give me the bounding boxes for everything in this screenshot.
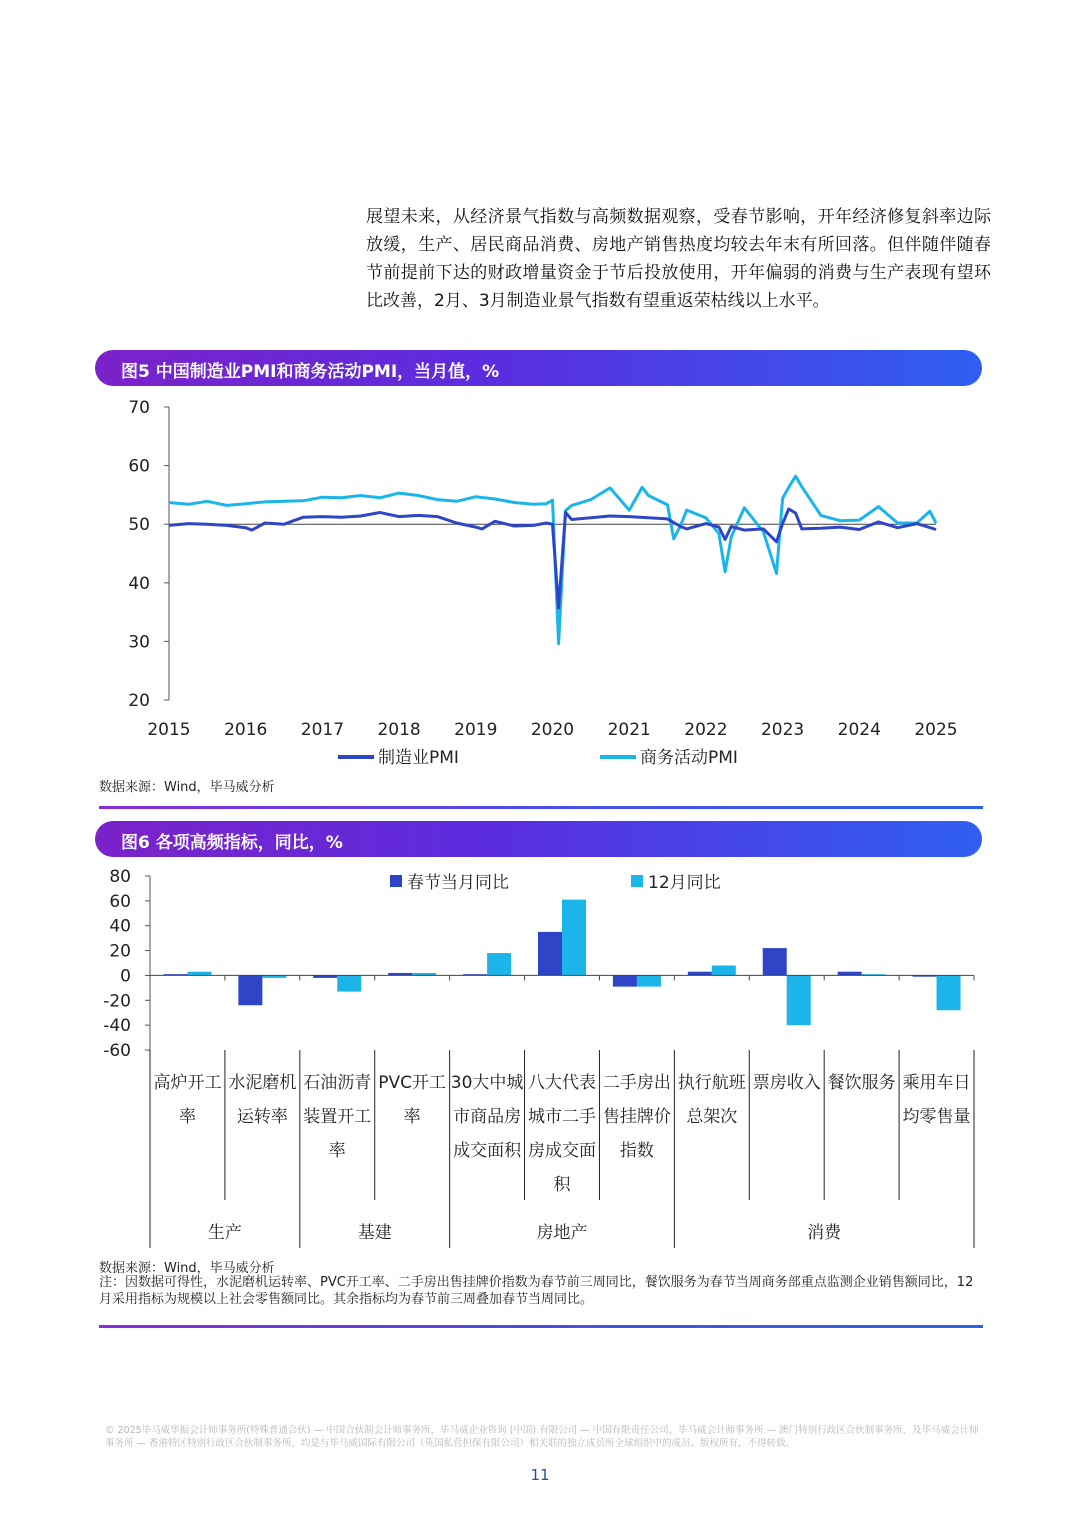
category-label: 均零售量 — [902, 1107, 971, 1127]
x-tick-label: 2022 — [684, 720, 728, 740]
bar-spring-festival — [763, 948, 787, 975]
group-label: 基建 — [357, 1223, 392, 1243]
y-tick-label: 40 — [128, 573, 150, 594]
figure6-note: 注：因数据可得性，水泥磨机运转率、PVC开工率、二手房出售挂牌价指数为春节前三周同比，餐饮服务为春节当周商务部重点监测企业销售额同比，12月采用指标为规模以上社会零售额同比。其余指标均为春节前三周叠加春节当周同比。 — [99, 1275, 974, 1307]
x-tick-label: 2020 — [530, 720, 575, 740]
category-label: 石油沥青 — [303, 1073, 372, 1093]
figure6-divider — [99, 1325, 983, 1328]
y-tick-label: 0 — [120, 966, 131, 987]
category-label: 装置开工 — [303, 1107, 372, 1127]
x-tick-label: 2024 — [837, 720, 881, 740]
bar-december — [937, 975, 961, 1010]
figure5-source: 数据来源：Wind，毕马威分析 — [99, 780, 275, 795]
high-frequency-bar-chart — [0, 862, 1080, 1257]
y-tick-label: 80 — [109, 867, 131, 887]
x-tick-label: 2019 — [454, 720, 498, 740]
bar-december — [337, 975, 361, 991]
category-label: 八大代表 — [528, 1073, 596, 1093]
category-label: 率 — [328, 1141, 346, 1161]
group-label: 消费 — [807, 1223, 842, 1243]
intro-paragraph: 展望未来，从经济景气指数与高频数据观察，受春节影响，开年经济修复斜率边际放缓，生产、居民商品消费、房地产销售热度均较去年末有所回落。但伴随伴随春节前提前下达的财政增量资金于节后投放使用，开年偏弱的消费与生产表现有望环比改善，2月、3月制造业景气指数有望重返荣枯线以上水平。 — [366, 207, 991, 311]
category-label: 售挂牌价 — [602, 1107, 671, 1127]
bar-spring-festival — [538, 932, 562, 976]
y-tick-label: -40 — [103, 1016, 131, 1037]
x-tick-label: 2025 — [914, 720, 958, 740]
x-tick-label: 2023 — [760, 720, 805, 740]
x-tick-label: 2021 — [607, 720, 651, 740]
legend-label: 春节当月同比 — [407, 873, 509, 893]
bar-december — [637, 975, 661, 986]
category-label: 率 — [178, 1107, 196, 1127]
y-tick-label: -20 — [103, 991, 131, 1012]
y-tick-label: 50 — [128, 515, 150, 536]
pmi-line-chart — [0, 390, 1080, 775]
figure6-source: 数据来源：Wind，毕马威分析 — [99, 1261, 275, 1276]
figure6-header — [95, 821, 982, 857]
bar-december — [187, 972, 211, 976]
x-tick-label: 2016 — [224, 720, 268, 740]
bar-december — [487, 953, 511, 975]
y-tick-label: 30 — [128, 632, 150, 653]
x-tick-label: 2017 — [300, 720, 345, 740]
bar-spring-festival — [238, 975, 262, 1005]
y-tick-label: 60 — [109, 891, 131, 912]
category-label: 票房收入 — [752, 1073, 821, 1093]
category-label: 总架次 — [686, 1107, 738, 1127]
category-label: 乘用车日 — [902, 1073, 971, 1093]
legend-swatch — [631, 875, 643, 887]
category-label: 餐饮服务 — [827, 1073, 896, 1093]
figure6-title: 图6 各项高频指标，同比，% — [121, 833, 343, 853]
category-label: 运转率 — [236, 1107, 288, 1127]
bar-spring-festival — [613, 975, 637, 986]
category-label: 执行航班 — [677, 1073, 746, 1093]
y-tick-label: 60 — [128, 456, 150, 477]
y-tick-label: 40 — [109, 916, 131, 937]
figure5-header — [95, 350, 982, 386]
legend-label: 制造业PMI — [378, 748, 459, 768]
category-label: 高炉开工 — [153, 1073, 222, 1093]
copyright-footer: © 2025毕马威华振会计师事务所(特殊普通合伙) — 中国合伙制会计师事务所，毕马威企业咨询 (中国) 有限公司 — 中国有限责任公司，毕马威会计师事务所 — 澳门特别行政区合伙制事务所，及毕马威会计师事务所 — 香港特区特别行政区合伙制事务所，均是与毕马威国际有限公司（英国私营担保有限公司）相关联的独立成员所全球组织中的成员。版权所有，不得转载。 — [105, 1425, 979, 1449]
group-label: 房地产 — [536, 1223, 588, 1243]
category-label: 市商品房 — [453, 1107, 522, 1127]
category-label: 30大中城 — [450, 1073, 524, 1093]
category-label: 率 — [403, 1107, 421, 1127]
series-line-business-activity-pmi — [169, 476, 936, 644]
category-label: 成交面积 — [453, 1141, 522, 1161]
y-tick-label: 70 — [128, 398, 150, 418]
category-label: 积 — [553, 1175, 571, 1195]
y-tick-label: 20 — [128, 691, 150, 711]
group-label: 生产 — [207, 1223, 242, 1243]
category-label: 指数 — [619, 1141, 654, 1161]
category-label: 城市二手 — [528, 1107, 596, 1127]
category-label: 水泥磨机 — [228, 1073, 297, 1093]
y-tick-label: 20 — [109, 941, 131, 962]
category-label: 二手房出 — [602, 1073, 671, 1093]
bar-december — [562, 900, 586, 976]
bar-december — [712, 965, 736, 975]
x-tick-label: 2018 — [377, 720, 421, 740]
category-label: 房成交面 — [528, 1141, 596, 1161]
figure5-title: 图5 中国制造业PMI和商务活动PMI，当月值，% — [121, 362, 500, 382]
bar-spring-festival — [688, 972, 712, 976]
bar-december — [787, 975, 811, 1025]
y-tick-label: -60 — [103, 1041, 131, 1061]
legend-swatch — [390, 875, 402, 887]
bar-spring-festival — [838, 972, 862, 976]
category-label: PVC开工 — [378, 1073, 447, 1093]
figure5-divider — [99, 806, 983, 809]
page-number: 11 — [530, 1466, 550, 1484]
x-tick-label: 2015 — [147, 720, 191, 740]
legend-label: 12月同比 — [648, 873, 721, 893]
legend-label: 商务活动PMI — [640, 748, 738, 768]
